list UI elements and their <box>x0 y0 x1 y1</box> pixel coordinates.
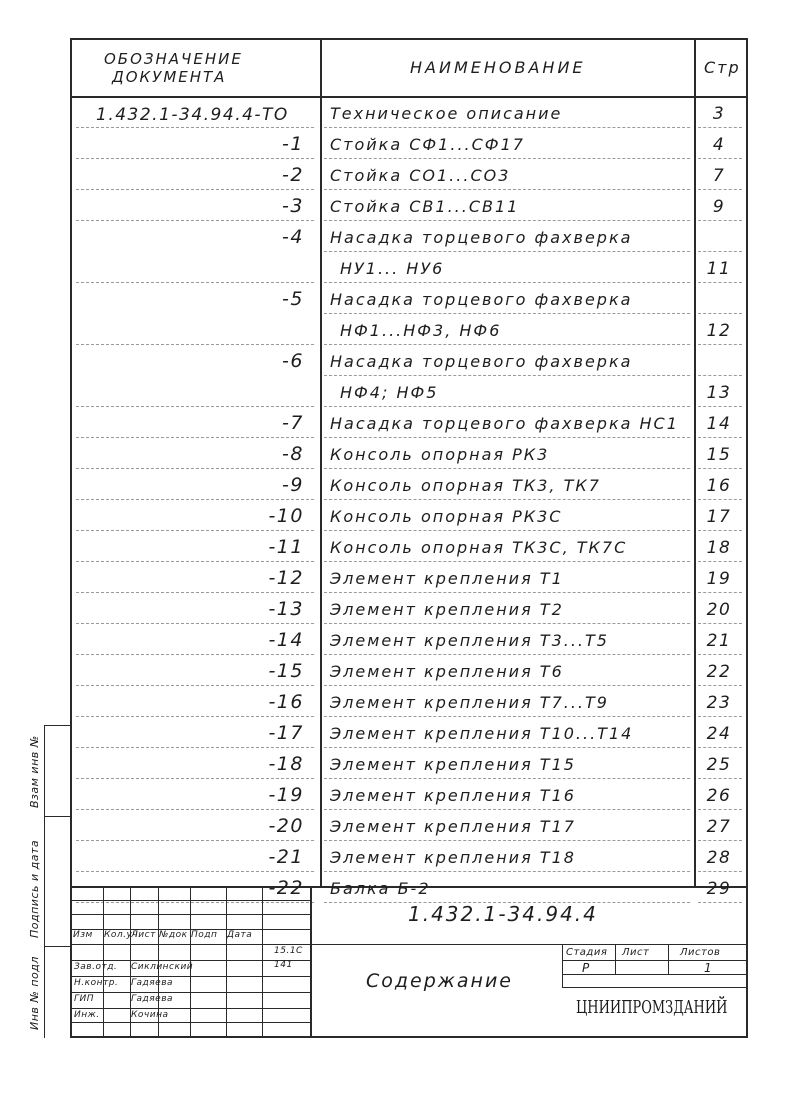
stamp-grid-v <box>310 886 312 1036</box>
row-underline <box>324 406 690 407</box>
row-name: Техническое описание <box>330 104 563 123</box>
stamp-organization: ЦНИИПРОМЗДАНИЙ <box>576 997 728 1018</box>
row-code: -8 <box>282 443 304 465</box>
row-code: -19 <box>268 784 304 806</box>
row-underline <box>324 561 690 562</box>
stamp-col-header: Изм <box>73 930 93 940</box>
code-underline <box>76 778 314 779</box>
row-page: 11 <box>706 259 732 279</box>
row-underline <box>324 623 690 624</box>
header-designation-line2: ДОКУМЕНТА <box>112 68 227 86</box>
page-underline <box>698 499 742 500</box>
row-name: Элемент крепления Т10...Т14 <box>330 724 634 743</box>
row-code: -6 <box>282 350 304 372</box>
row-underline <box>324 747 690 748</box>
row-name: Элемент крепления Т17 <box>330 817 576 836</box>
stamp-sheet-label: Лист <box>622 947 650 958</box>
code-underline <box>76 716 314 717</box>
row-page: 3 <box>712 104 726 124</box>
stamp-col-line <box>226 886 227 1036</box>
page-underline <box>698 158 742 159</box>
header-bottom-line <box>70 96 748 98</box>
row-code: -7 <box>282 412 304 434</box>
row-name: Элемент крепления Т15 <box>330 755 576 774</box>
row-page: 13 <box>706 383 732 403</box>
stamp-col-header: Лист <box>131 930 156 940</box>
stamp-signer-name: Сиклинский <box>131 962 194 972</box>
side-label-inv-podl: Инв № подл <box>28 956 41 1030</box>
row-code: -18 <box>268 753 304 775</box>
row-page: 4 <box>712 135 726 155</box>
row-name: НФ4; НФ5 <box>340 383 439 402</box>
row-underline <box>324 499 690 500</box>
code-underline <box>76 437 314 438</box>
stamp-col-line <box>103 886 104 1036</box>
row-page: 12 <box>706 321 732 341</box>
stamp-col-line <box>262 886 263 1036</box>
page-underline <box>698 871 742 872</box>
stamp-grid-v2 <box>562 944 563 987</box>
code-underline <box>76 809 314 810</box>
row-page: 15 <box>706 445 732 465</box>
code-underline <box>76 158 314 159</box>
page-underline <box>698 747 742 748</box>
side-strip-sep2 <box>44 946 70 947</box>
stamp-row-line <box>72 992 310 993</box>
row-code: 1.432.1-34.94.4-ТО <box>96 105 289 125</box>
page-underline <box>698 437 742 438</box>
row-name: Насадка торцевого фахверка <box>330 228 633 247</box>
row-name: Элемент крепления Т6 <box>330 662 564 681</box>
code-underline <box>76 592 314 593</box>
stamp-grid-h4 <box>562 987 748 988</box>
side-strip-sep1 <box>44 816 70 817</box>
code-underline <box>76 530 314 531</box>
col-divider-2 <box>694 38 696 886</box>
header-page: Стр <box>704 58 741 77</box>
frame-bottom-border <box>70 1036 748 1038</box>
side-strip-line <box>44 725 45 1038</box>
row-code: -17 <box>268 722 304 744</box>
code-underline <box>76 871 314 872</box>
frame-right-border <box>746 38 748 1038</box>
row-code: -16 <box>268 691 304 713</box>
row-name: Консоль опорная РК3С <box>330 507 563 526</box>
page-underline <box>698 127 742 128</box>
row-name: Стойка СО1...СО3 <box>330 166 511 185</box>
row-name: Балка Б-2 <box>330 879 431 898</box>
col-divider-1 <box>320 38 322 886</box>
stamp-row-line <box>72 1008 310 1009</box>
stamp-row-line <box>72 1022 310 1023</box>
row-underline <box>324 127 690 128</box>
code-underline <box>76 344 314 345</box>
row-name: Элемент крепления Т3...Т5 <box>330 631 609 650</box>
side-label-podpis-data: Подпись и дата <box>28 839 41 938</box>
stamp-sheets-label: Листов <box>680 947 721 958</box>
page-underline <box>698 375 742 376</box>
header-designation-line1: ОБОЗНАЧЕНИЕ <box>104 50 243 68</box>
row-page: 21 <box>706 631 732 651</box>
header-name: НАИМЕНОВАНИЕ <box>410 58 586 77</box>
code-underline <box>76 623 314 624</box>
row-name: Элемент крепления Т7...Т9 <box>330 693 609 712</box>
row-code: -10 <box>268 505 304 527</box>
code-underline <box>76 127 314 128</box>
row-underline <box>324 189 690 190</box>
row-underline <box>324 592 690 593</box>
row-page: 28 <box>706 848 732 868</box>
row-code: -12 <box>268 567 304 589</box>
row-underline <box>324 654 690 655</box>
stamp-stage-value: Р <box>582 961 590 975</box>
stamp-title: Содержание <box>366 970 513 992</box>
row-name: Насадка торцевого фахверка <box>330 290 633 309</box>
page-underline <box>698 282 742 283</box>
row-underline <box>324 809 690 810</box>
row-underline <box>324 158 690 159</box>
row-page: 7 <box>712 166 726 186</box>
row-page: 25 <box>706 755 732 775</box>
row-name: Элемент крепления Т18 <box>330 848 576 867</box>
code-underline <box>76 902 314 903</box>
row-underline <box>324 871 690 872</box>
row-underline <box>324 716 690 717</box>
page-underline <box>698 530 742 531</box>
page-underline <box>698 716 742 717</box>
row-code: -20 <box>268 815 304 837</box>
code-underline <box>76 499 314 500</box>
row-underline <box>324 344 690 345</box>
stamp-row-line <box>72 976 310 977</box>
row-name: Насадка торцевого фахверка НС1 <box>330 414 679 433</box>
page-underline <box>698 623 742 624</box>
code-underline <box>76 561 314 562</box>
row-code: -4 <box>282 226 304 248</box>
row-page: 19 <box>706 569 732 589</box>
stamp-grid-v4 <box>668 944 669 974</box>
page-underline <box>698 809 742 810</box>
row-page: 16 <box>706 476 732 496</box>
page-underline <box>698 902 742 903</box>
row-name: Элемент крепления Т16 <box>330 786 576 805</box>
stamp-signer-name: Кочина <box>131 1010 169 1020</box>
row-page: 18 <box>706 538 732 558</box>
row-code: -5 <box>282 288 304 310</box>
row-code: -3 <box>282 195 304 217</box>
code-underline <box>76 685 314 686</box>
page-underline <box>698 685 742 686</box>
row-underline <box>324 437 690 438</box>
stamp-stage-label: Стадия <box>566 947 608 958</box>
row-page: 20 <box>706 600 732 620</box>
row-code: -14 <box>268 629 304 651</box>
row-page: 17 <box>706 507 732 527</box>
row-underline <box>324 251 690 252</box>
row-underline <box>324 685 690 686</box>
row-underline <box>324 220 690 221</box>
stamp-date-value: 141 <box>274 960 293 970</box>
stamp-signer-role: Н.контр. <box>74 978 119 988</box>
code-underline <box>76 654 314 655</box>
row-name: Стойка СВ1...СВ11 <box>330 197 520 216</box>
stamp-row-line <box>72 900 310 901</box>
row-code: -1 <box>282 133 304 155</box>
stamp-col-header: Дата <box>227 930 253 940</box>
row-name: Элемент крепления Т1 <box>330 569 564 588</box>
row-name: Консоль опорная ТК3, ТК7 <box>330 476 601 495</box>
row-page: 9 <box>712 197 726 217</box>
stamp-signer-role: Зав.отд. <box>74 962 118 972</box>
page-underline <box>698 778 742 779</box>
row-page: 29 <box>706 879 732 899</box>
code-underline <box>76 840 314 841</box>
page-underline <box>698 468 742 469</box>
page-underline <box>698 313 742 314</box>
row-underline <box>324 313 690 314</box>
code-underline <box>76 189 314 190</box>
stamp-col-header: Кол.уч <box>104 930 139 940</box>
page-underline <box>698 251 742 252</box>
page-underline <box>698 406 742 407</box>
stamp-row-line <box>72 914 310 915</box>
row-page: 27 <box>706 817 732 837</box>
row-name: Консоль опорная ТК3С, ТК7С <box>330 538 628 557</box>
code-underline <box>76 406 314 407</box>
row-name: Элемент крепления Т2 <box>330 600 564 619</box>
stamp-col-line <box>190 886 191 1036</box>
page-underline <box>698 654 742 655</box>
code-underline <box>76 747 314 748</box>
row-name: Консоль опорная РК3 <box>330 445 550 464</box>
row-code: -13 <box>268 598 304 620</box>
row-underline <box>324 840 690 841</box>
side-label-vzam-inv: Взам инв № <box>28 735 41 808</box>
stamp-designation: 1.432.1-34.94.4 <box>408 902 598 926</box>
stamp-signer-role: ГИП <box>74 994 95 1004</box>
row-underline <box>324 530 690 531</box>
row-underline <box>324 778 690 779</box>
row-name: Стойка СФ1...СФ17 <box>330 135 525 154</box>
code-underline <box>76 220 314 221</box>
row-code: -22 <box>268 877 304 899</box>
row-page: 23 <box>706 693 732 713</box>
frame-top-border <box>70 38 748 40</box>
row-code: -15 <box>268 660 304 682</box>
stamp-date-value: 15.1С <box>274 946 303 956</box>
row-name: Насадка торцевого фахверка <box>330 352 633 371</box>
page-underline <box>698 840 742 841</box>
page-underline <box>698 592 742 593</box>
side-strip-top <box>44 725 70 726</box>
row-code: -2 <box>282 164 304 186</box>
row-page: 26 <box>706 786 732 806</box>
stamp-col-header: Подп <box>191 930 218 940</box>
row-underline <box>324 375 690 376</box>
stamp-grid-v3 <box>615 944 616 974</box>
row-name: НУ1... НУ6 <box>340 259 445 278</box>
row-underline <box>324 468 690 469</box>
row-code: -21 <box>268 846 304 868</box>
stamp-row-line <box>72 944 310 945</box>
page-underline <box>698 561 742 562</box>
stamp-signer-name: Гадяева <box>131 978 174 988</box>
page-underline <box>698 220 742 221</box>
frame-left-border <box>70 38 72 1038</box>
row-name: НФ1...НФ3, НФ6 <box>340 321 502 340</box>
stamp-signer-name: Гадяева <box>131 994 174 1004</box>
row-page: 24 <box>706 724 732 744</box>
page-underline <box>698 189 742 190</box>
row-page: 22 <box>706 662 732 682</box>
stamp-col-header: №док <box>159 930 188 940</box>
stamp-sheet-value: 1 <box>704 961 713 975</box>
row-code: -9 <box>282 474 304 496</box>
row-code: -11 <box>268 536 304 558</box>
code-underline <box>76 282 314 283</box>
row-underline <box>324 282 690 283</box>
stamp-signer-role: Инж. <box>74 1010 100 1020</box>
code-underline <box>76 468 314 469</box>
page-underline <box>698 344 742 345</box>
row-page: 14 <box>706 414 732 434</box>
